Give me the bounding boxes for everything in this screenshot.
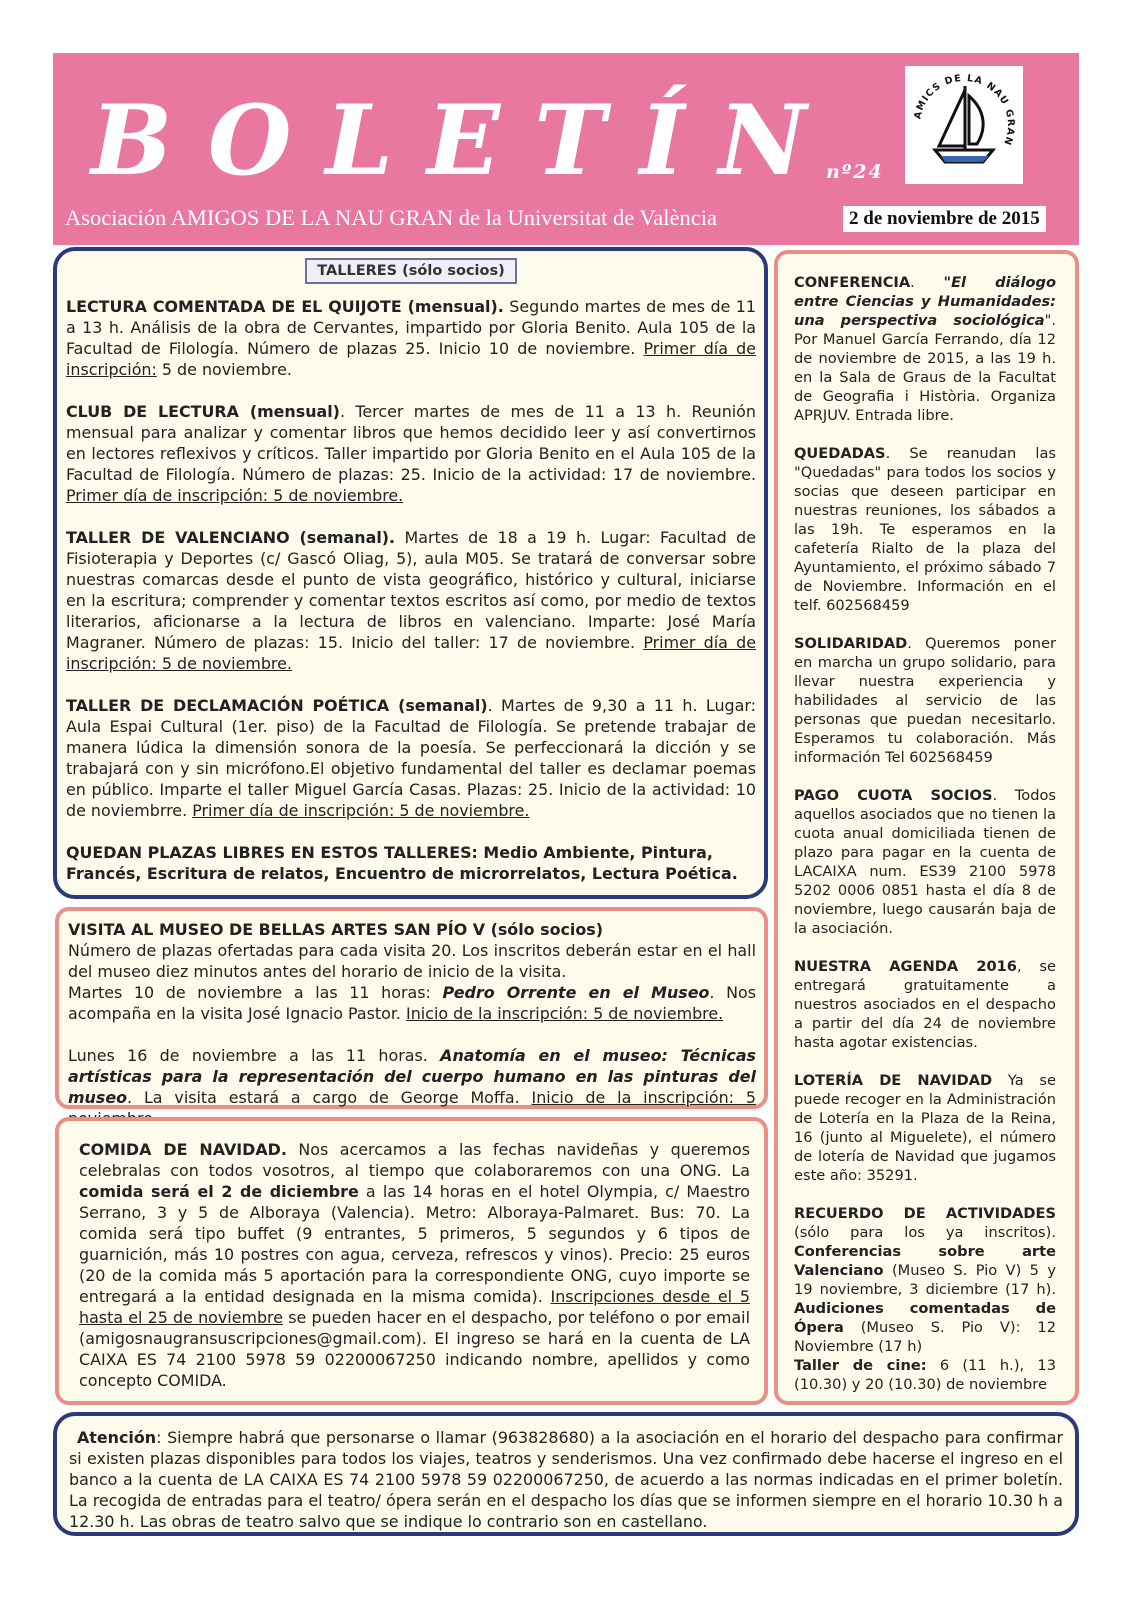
solidarity-item: SOLIDARIDAD. Queremos poner en marcha un grupo solidario, para llevar nuestra experiencia y habilidades al servicio de las personas que puedan necesitarlo. Esperamos tu colaboración. Más información Tel 602568459 xyxy=(794,635,1056,766)
museum-visit-2: Lunes 16 de noviembre a las 11 horas. Anatomía en el museo: Técnicas artísticas para la representación del cuerpo humano en las pinturas del museo. La visita estará a cargo de George Moffa. Inicio de la inscripción: 5 xyxy=(68,1046,756,1107)
issue-number: nº24 xyxy=(826,161,884,183)
membership-fee-item: PAGO CUOTA SOCIOS. Todos aquellos asociados que no tienen la cuota anual domiciliada tienen de plazo para pagar en la cuenta de LACAIXA num. ES39 2100 5978 5202 0006 0851 hasta el día 8 de noviembre, luego causarán baja de la asociación. xyxy=(794,787,1056,937)
museum-visit-section xyxy=(55,907,768,1109)
attention-notice xyxy=(53,1412,1079,1536)
lottery-item: LOTERÍA DE NAVIDAD Ya se puede recoger en la Administración de Lotería en la Plaza de la Reina, 16 (junto al Miguelete), el número de lotería de Navidad que jugamos este año: 35291. xyxy=(794,1072,1056,1184)
bulletin-title: BOLETÍN xyxy=(91,84,841,197)
attention-text: Atención: Siempre habrá que personarse o llamar (963828680) a la asociación en el horario del despacho para confirmar si existen plazas disponibles para todos los viajes, teatros y senderismos. Una vez confirmado debe hacerse el ingreso en el banco a la cuenta de LA CAIXA ES 74 2100 5978 59 02200067250, de acuerdo a las normas indicadas en el primer boletín. La recogida de entradas para el teatro/ ópera serán en el despacho los días que se informen siempre en el horario 10.30 h a 12.30 h. Las obras de teatro salvo que se indique lo contrario son en castellano. xyxy=(69,1428,1063,1531)
valencian-workshop: TALLER DE VALENCIANO (semanal). Martes de 18 a 19 h. Lugar: Facultad de Fisioterapia y Deportes (c/ Gascó Oliag, 5), aula M05. Se tratará de conversar sobre nuestras comarcas desde el punto de vista geográfico, histórico y cultural, iniciarse en la escritura; comprender y comentar textos escritos así como, por medio de textos literarios, aficionarse a la lectura de libros en valenciano. Imparte: José María Magraner. Número de plazas: 15. Inicio del taller: 17 de noviembre. Primer día de inscripción: 5 de noviembre. xyxy=(66,528,756,673)
meetups-item: QUEDADAS. Se reanudan las "Quedadas" para todos los socios y socias que deseen participar en nuestras reuniones, los sábados a las 19h. Te esperamos en la cafetería Rialto de la plaza del Ayuntamiento, el próximo sábado 7 de Noviembre. Información en el telf. 602568459 xyxy=(794,445,1056,614)
association-logo xyxy=(905,66,1023,184)
news-sidebar xyxy=(774,250,1079,1405)
christmas-dinner-section xyxy=(55,1117,768,1405)
activities-reminder-item: RECUERDO DE ACTIVIDADES (sólo para los ya inscritos). Conferencias sobre arte Valenciano (Museo S. Pio V) 5 y 19 noviembre, 3 diciembre (17 h). Audiciones comentadas de Ópera (Museo S. Pio V): 12 Noviembre (17 h) Taller de cine: 6 (11 h.), 13 (10.30) y 20 (10.30) de noviembre xyxy=(794,1205,1056,1393)
christmas-dinner-text: COMIDA DE NAVIDAD. Nos acercamos a las fechas navideñas y queremos celebralas con todos vosotros, al tiempo que colaboraremos con una ONG. La comida será el 2 de diciembre a las 14 horas en el hotel Olympia, c/ Maestro Serrano, 3 y 5 de Alboraya (Valencia). Metro: Alboraya-Palmaret. Bus: 70. La comida será tipo buffet (9 entrantes, 5 primeros, 5 segundos y 6 tipos de guarnición, más 10 postres con agua, cerveza, refrescos y vinos). Precio: 25 euros (20 de la comida más 5 aportación para la correspondiente ONG, cuyo importe se entregará a la entidad designada en la misma comida). Inscripciones desde el 5 hasta el 25 de noviembre se pueden hacer en el despacho, por teléfono o por email (amigosnaugransuscripciones@gmail.com). El ingreso se hará en la cuenta de LA CAIXA ES 74 2100 5978 59 02200067250 indicando nombre, apellidos y como concepto COMIDA. xyxy=(79,1140,751,1390)
association-name: Asociación AMIGOS DE LA NAU GRAN de la Universitat de València xyxy=(65,205,717,230)
conference-item: CONFERENCIA. "El diálogo entre Ciencias y Humanidades: una perspectiva sociológica". Por Manuel García Ferrando, día 12 de noviembre de 2015, a las 19 h. en la Sala de Graus de la Facultat de Geografia i Història. Organiza APRJUV. Entrada libre. xyxy=(794,274,1056,424)
workshops-tag: TALLERES (sólo socios) xyxy=(305,258,517,284)
museum-visit-title: VISITA AL MUSEO DE BELLAS ARTES SAN PÍO V (sólo socios) xyxy=(68,920,603,939)
workshops-section xyxy=(53,247,768,899)
agenda-item: NUESTRA AGENDA 2016, se entregará gratuitamente a nuestros asociados en el despacho a partir del día 24 de noviembre hasta agotar existencias. xyxy=(794,958,1056,1051)
quijote-workshop: LECTURA COMENTADA DE EL QUIJOTE (mensual). Segundo martes de mes de 11 a 13 h. Análisis de la obra de Cervantes, impartido por Gloria Benito. Aula 105 de la Facultad de Filología. Número de plazas 25. Inicio 10 de noviembre. Primer día de inscripción: 5 de noviembre. xyxy=(66,297,756,379)
masthead xyxy=(53,53,1079,245)
free-places-notice: QUEDAN PLAZAS LIBRES EN ESTOS TALLERES: Medio Ambiente, Pintura, Francés, Escritura de relatos, Encuentro de microrrelatos, Lectura Poética. xyxy=(66,843,738,883)
museum-visit-intro: Número de plazas ofertadas para cada visita 20. Los inscritos deberán estar en el hall del museo diez minutos antes del horario de inicio de la visita. xyxy=(68,941,756,981)
issue-date: 2 de noviembre de 2015 xyxy=(843,206,1046,232)
reading-club: CLUB DE LECTURA (mensual). Tercer martes de mes de 11 a 13 h. Reunión mensual para analizar y comentar libros que hemos decidido leer y así convertirnos en lectores reflexivos y críticos. Taller impartido por Gloria Benito en el Aula 105 de la Facultad de Filología. Número de plazas: 25. Inicio de la actividad: 17 de noviembre. Primer día de inscripción: 5 de noviembre. xyxy=(66,402,756,505)
museum-visit-1: Martes 10 de noviembre a las 11 horas: Pedro Orrente en el Museo. Nos acompaña en la visita José Ignacio Pastor. Inicio de la inscripción: 5 de noviembre. xyxy=(68,983,756,1023)
logo-ring-text: AMICS DE LA NAU GRAN xyxy=(912,72,1017,148)
poetry-recital-workshop: TALLER DE DECLAMACIÓN POÉTICA (semanal). Martes de 9,30 a 11 h. Lugar: Aula Espai Cultural (1er. piso) de la Facultad de Filología. Se pretende trabajar de manera lúdica la dimensión sonora de la poesía. Se perfeccionará la dicción y se trabajará con y sin micrófono.El objetivo fundamental del taller es declamar poemas en público. Imparte el taller Miguel García Casas. Plazas: 25. Inicio de la actividad: 10 de noviembrre. Primer día de inscripción: 5 de noviembre. xyxy=(66,696,756,820)
sailboat-logo-icon xyxy=(905,66,1023,184)
